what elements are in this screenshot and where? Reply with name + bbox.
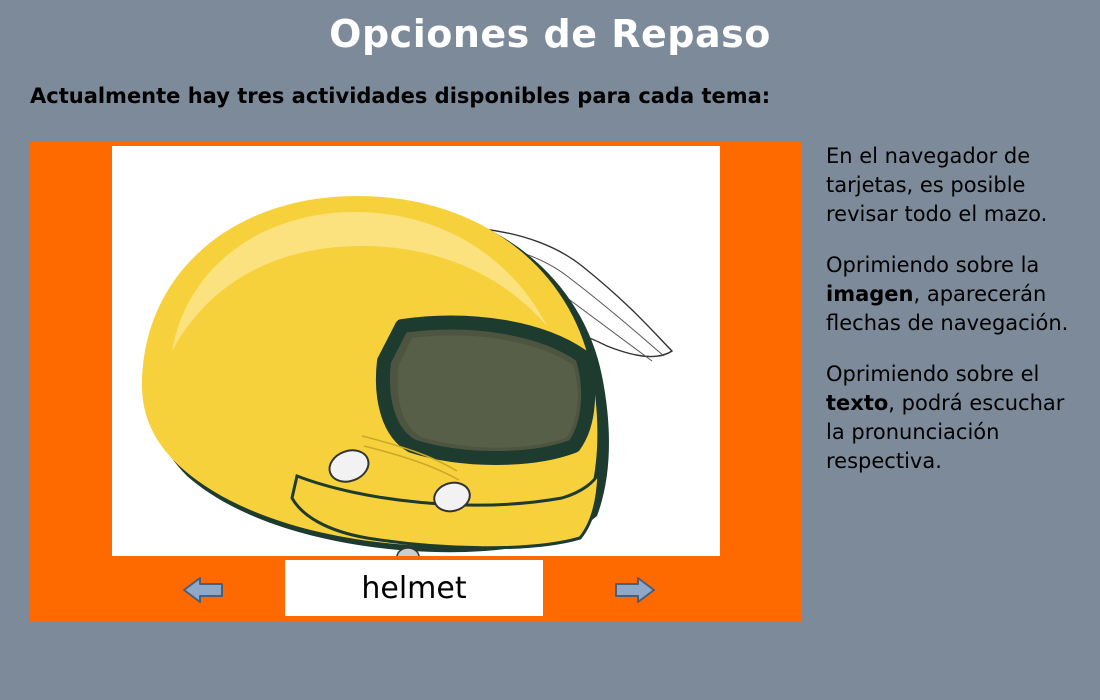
flashcard-panel: [30, 142, 802, 622]
instruction-2-bold: imagen: [826, 282, 914, 306]
prev-card-button[interactable]: [180, 572, 228, 608]
instruction-2-after: , aparecerán flechas de navegación.: [826, 282, 1069, 335]
instruction-paragraph-2: [826, 251, 1082, 338]
instruction-3-before: Oprimiendo sobre el: [826, 362, 1040, 386]
page-subtitle: Actualmente hay tres actividades disponibles para cada tema:: [30, 84, 771, 108]
left-arrow-icon: [180, 572, 228, 608]
right-arrow-icon: [610, 572, 658, 608]
next-card-button[interactable]: [610, 572, 658, 608]
flashcard-word-box[interactable]: [285, 560, 543, 616]
instructions-panel: [826, 142, 1082, 498]
instruction-paragraph-3: [826, 360, 1082, 476]
helmet-illustration-icon: [112, 146, 720, 556]
instruction-3-bold: texto: [826, 391, 889, 415]
instruction-paragraph-1: En el navegador de tarjetas, es posible revisar todo el mazo.: [826, 144, 1048, 226]
instruction-3-after: , podrá escuchar la pronunciación respectiva.: [826, 391, 1065, 473]
flashcard-image[interactable]: [112, 146, 720, 556]
page-title: Opciones de Repaso: [329, 12, 771, 56]
flashcard-word: helmet: [361, 570, 467, 606]
instruction-2-before: Oprimiendo sobre la: [826, 253, 1040, 277]
